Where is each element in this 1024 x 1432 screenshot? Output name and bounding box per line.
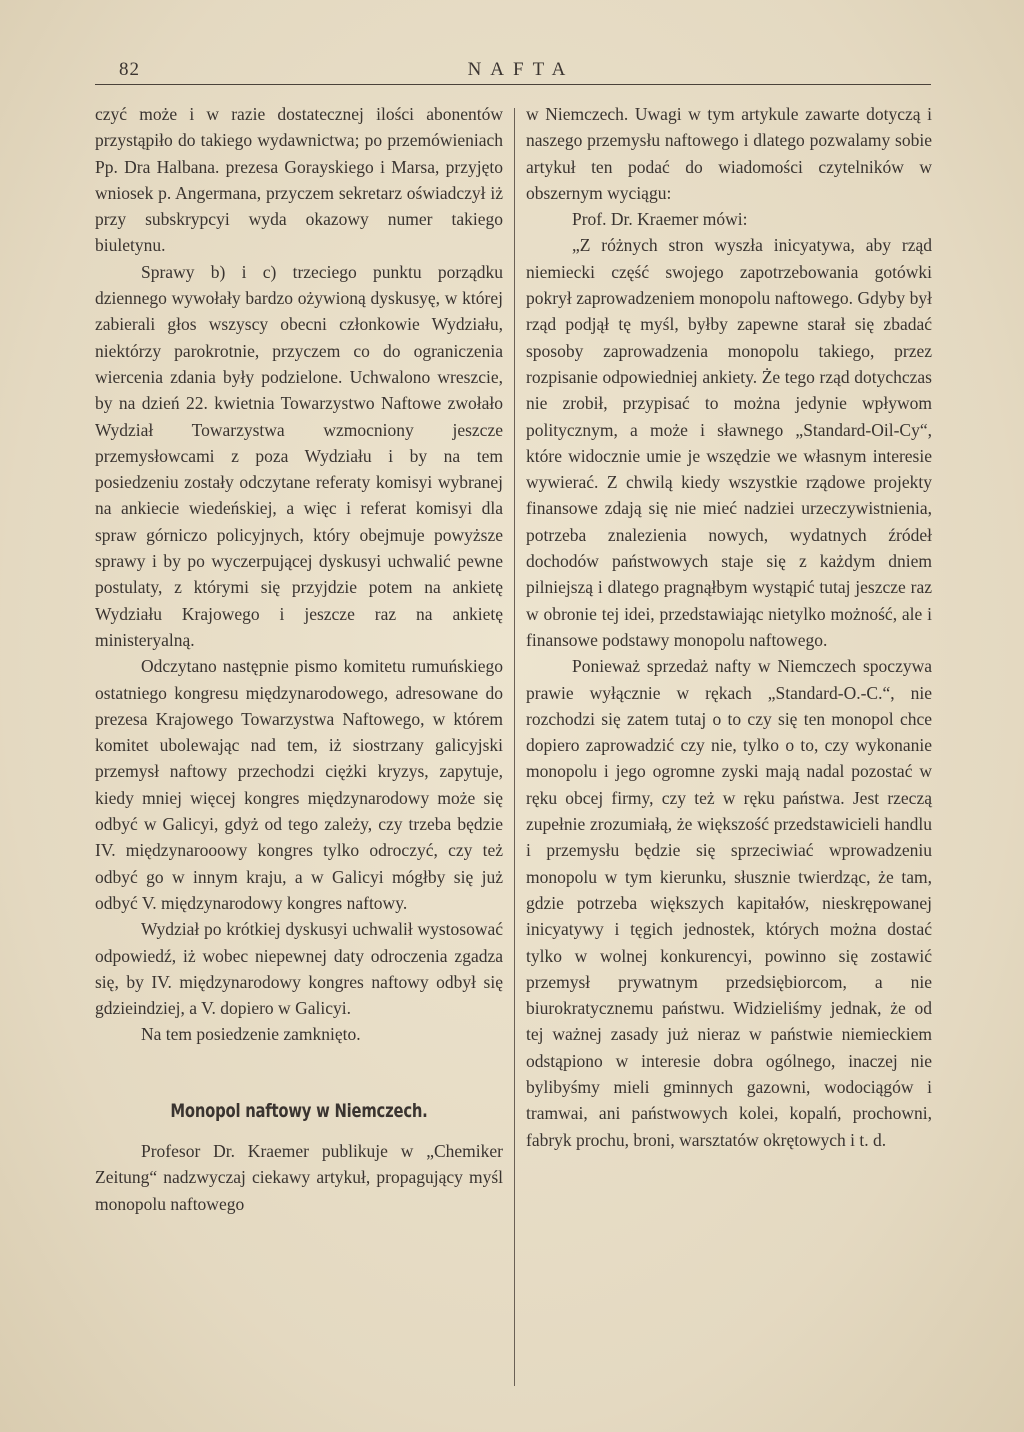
- page-number: 82: [119, 59, 140, 80]
- header-rule: [95, 84, 931, 85]
- section-heading: Monopol naftowy w Niemczech.: [170, 1099, 428, 1122]
- paragraph: Ponieważ sprzedaż nafty w Niemczech spoczywa prawie wyłącznie w rękach „Standard-O.-C.“, nie rozchodzi się zatem tutaj o to czy się ten monopol chce dopiero zaprowadzić czy nie, tylko o to, czy wykonanie monopolu i jego ogromne zyski mają nadal pozostać w ręku obcej firmy, czy też w ręku państwa. Jest rzeczą zupełnie zrozumiałą, że większość przedstawicieli handlu i przemysłu będzie się sprzeciwiać wprowadzeniu monopolu w tym kierunku, słusznie twierdząc, że tam, gdzie potrzeba większych kapitałów, nieskrępowanej inicyatywy i tęgich jednostek, których można dostać tylko w wolnej konkurencyi, powinno się zostawić przemysł prywatnym przedsiębiorcom, a nie biurokratycznemu państwu. Widzieliśmy jednak, że od tej ważnej zasady już nieraz w państwie niemieckiem odstąpiono w interesie dobra ogólnego, inaczej nie bylibyśmy mieli gminnych gazowni, wodociągów i tramwai, ani państwowych kolei, kopalń, prochowni, fabryk prochu, broni, warsztatów okrętowych i t. d.: [526, 656, 932, 1150]
- paragraph: w Niemczech. Uwagi w tym artykule zawarte dotyczą i naszego przemysłu naftowego i dlatego pozwalamy sobie artykuł ten podać do wiadomości czytelników w obszernym wyciągu:: [526, 104, 932, 203]
- running-title: NAFTA: [467, 59, 575, 80]
- paragraph: Prof. Dr. Kraemer mówi:: [572, 209, 748, 230]
- paragraph: „Z różnych stron wyszła inicyatywa, aby rząd niemiecki część swojego zapotrzebowania gotówki pokrył zaprowadzeniem monopolu naftowego. Gdyby był rząd podjął tę myśl, byłby zapewne starał się zbadać sposoby zaprowadzenia monopolu takiego, przez rozpisanie odpowiedniej ankiety. Że tego rząd dotychczas nie zrobił, przypisać to można jedynie wpływom politycznym, a może i sławnego „Standard-Oil-Cy“, które widocznie umie je wszędzie we własnym interesie wywierać. Z chwilą kiedy wszystkie rządowe projekty finansowe zdają się nie mieć nadziei urzeczywistnienia, potrzeba znalezienia nowych, wydatnych źródeł dochodów państwowych staje się z każdym dniem pilniejszą i dlatego pragnąłbym wystąpić tutaj jeszcze raz w obronie tej idei, przedstawiając nietylko możność, ale i finansowe podstawy monopolu naftowego.: [526, 235, 932, 650]
- paragraph: Wydział po krótkiej dyskusyi uchwalił wystosować odpowiedź, iż wobec niepewnej daty odroczenia zgadza się, by IV. międzynarodowy kongres naftowy odbył się gdzieindziej, a V. dopiero w Galicyi.: [95, 919, 503, 1019]
- paragraph: Na tem posiedzenie zamknięto.: [141, 1024, 361, 1045]
- paragraph: Profesor Dr. Kraemer publikuje w „Chemiker Zeitung“ nadzwyczaj ciekawy artykuł, propagujący myśl monopolu naftowego: [95, 1140, 503, 1214]
- paragraph: czyć może i w razie dostatecznej ilości abonentów przystąpiło do takiego wydawnictwa; po przemówieniach Pp. Dra Halbana. prezesa Gorayskiego i Marsa, przyjęto wniosek p. Angermana, przyczem sekretarz oświadczył iż przy subskrypcyi wyda okazowy numer takiego biuletynu.: [95, 104, 503, 256]
- paragraph: Odczytano następnie pismo komitetu rumuńskiego ostatniego kongresu międzynarodowego, adresowane do prezesa Krajowego Towarzystwa Naftowego, w którem komitet ubolewając nad tem, iż siostrzany galicyjski przemysł naftowy przechodzi ciężki kryzys, zapytuje, kiedy mniej więcej kongres międzynarodowy może się odbyć w Galicyi, gdyż od tego zależy, czy trzeba będzie IV. międzynarooowy kongres tylko odroczyć, czy też odbyć go w innym kraju, a w Galicyi mógłby się już odbyć V. międzynarodowy kongres naftowy.: [95, 656, 503, 913]
- paragraph: Sprawy b) i c) trzeciego punktu porządku dziennego wywołały bardzo ożywioną dyskusyę, w której zabierali głos wszyscy obecni członkowie Wydziału, niektórzy parokrotnie, przyczem co do ograniczenia wiercenia zdania były podzielone. Uchwalono wreszcie, by na dzień 22. kwietnia Towarzystwo Naftowe zwołało Wydział Towarzystwa wzmocniony jeszcze przemysłowcami z poza Wydziału i by na tem posiedzeniu zostały odczytane referaty komisyi wybranej na ankiecie wiedeńskiej, a więc i referat komisyi dla spraw górniczo policyjnych, który obejmuje powyższe sprawy i by po wyczerpującej dyskusyi uchwalić pewne postulaty, z którymi się przyjdzie potem na ankietę Wydziału Krajowego i jeszcze raz na ankietę ministeryalną.: [95, 261, 503, 650]
- page-header: [95, 55, 931, 85]
- left-column: [95, 101, 503, 1217]
- right-column: [526, 101, 932, 1153]
- column-divider: [514, 108, 515, 1386]
